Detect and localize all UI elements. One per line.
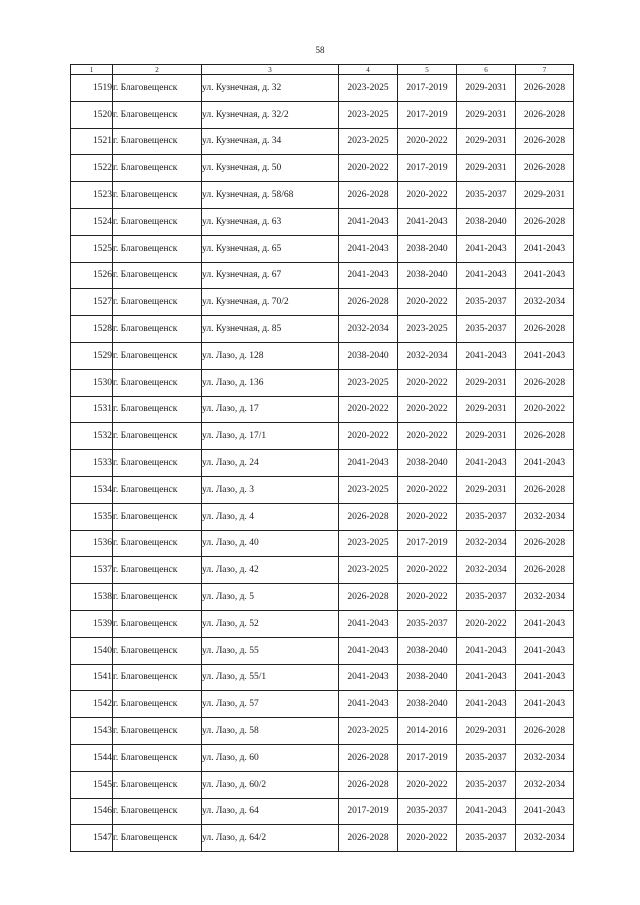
table-row: [71, 476, 574, 503]
period-cell: 2038-2040: [398, 450, 457, 477]
row-number: 1527: [71, 289, 113, 316]
row-number: 1524: [71, 208, 113, 235]
period-cell: 2020-2022: [398, 289, 457, 316]
period-cell: 2026-2028: [516, 530, 574, 557]
row-number: 1523: [71, 182, 113, 209]
period-cell: 2038-2040: [398, 262, 457, 289]
period-cell: 2035-2037: [457, 289, 516, 316]
period-cell: 2017-2019: [398, 744, 457, 771]
row-number: 1536: [71, 530, 113, 557]
address-cell: ул. Лазо, д. 64: [202, 798, 339, 825]
city-cell: г. Благовещенск: [113, 128, 202, 155]
period-cell: 2035-2037: [398, 610, 457, 637]
period-cell: 2026-2028: [339, 744, 398, 771]
period-cell: 2023-2025: [398, 316, 457, 343]
period-cell: 2023-2025: [339, 369, 398, 396]
period-cell: 2035-2037: [457, 825, 516, 852]
period-cell: 2032-2034: [516, 503, 574, 530]
period-cell: 2032-2034: [516, 771, 574, 798]
table-body: [71, 75, 574, 852]
period-cell: 2014-2016: [398, 718, 457, 745]
period-cell: 2041-2043: [339, 610, 398, 637]
period-cell: 2020-2022: [398, 825, 457, 852]
address-cell: ул. Лазо, д. 58: [202, 718, 339, 745]
city-cell: г. Благовещенск: [113, 101, 202, 128]
address-cell: ул. Лазо, д. 60/2: [202, 771, 339, 798]
table-row: [71, 610, 574, 637]
period-cell: 2035-2037: [457, 744, 516, 771]
period-cell: 2032-2034: [398, 342, 457, 369]
period-cell: 2026-2028: [516, 75, 574, 102]
address-cell: ул. Лазо, д. 17/1: [202, 423, 339, 450]
table-row: [71, 342, 574, 369]
city-cell: г. Благовещенск: [113, 664, 202, 691]
row-number: 1546: [71, 798, 113, 825]
city-cell: г. Благовещенск: [113, 718, 202, 745]
city-cell: г. Благовещенск: [113, 208, 202, 235]
column-header: 1: [71, 65, 113, 75]
table-row: [71, 75, 574, 102]
table-row: [71, 155, 574, 182]
city-cell: г. Благовещенск: [113, 396, 202, 423]
period-cell: 2026-2028: [516, 476, 574, 503]
period-cell: 2026-2028: [339, 825, 398, 852]
period-cell: 2029-2031: [457, 128, 516, 155]
period-cell: 2023-2025: [339, 75, 398, 102]
table-row: [71, 584, 574, 611]
table-row: [71, 289, 574, 316]
column-header: 3: [202, 65, 339, 75]
address-cell: ул. Лазо, д. 5: [202, 584, 339, 611]
period-cell: 2029-2031: [457, 396, 516, 423]
period-cell: 2041-2043: [457, 691, 516, 718]
period-cell: 2041-2043: [339, 691, 398, 718]
period-cell: 2023-2025: [339, 101, 398, 128]
address-cell: ул. Кузнечная, д. 67: [202, 262, 339, 289]
city-cell: г. Благовещенск: [113, 771, 202, 798]
address-cell: ул. Кузнечная, д. 58/68: [202, 182, 339, 209]
period-cell: 2029-2031: [457, 476, 516, 503]
row-number: 1529: [71, 342, 113, 369]
period-cell: 2041-2043: [339, 262, 398, 289]
row-number: 1526: [71, 262, 113, 289]
row-number: 1531: [71, 396, 113, 423]
city-cell: г. Благовещенск: [113, 557, 202, 584]
period-cell: 2041-2043: [339, 637, 398, 664]
address-cell: ул. Лазо, д. 4: [202, 503, 339, 530]
column-header: 6: [457, 65, 516, 75]
table-row: [71, 825, 574, 852]
city-cell: г. Благовещенск: [113, 182, 202, 209]
period-cell: 2041-2043: [516, 637, 574, 664]
column-header: 5: [398, 65, 457, 75]
period-cell: 2041-2043: [516, 235, 574, 262]
address-cell: ул. Кузнечная, д. 70/2: [202, 289, 339, 316]
period-cell: 2035-2037: [457, 316, 516, 343]
row-number: 1542: [71, 691, 113, 718]
period-cell: 2038-2040: [398, 235, 457, 262]
city-cell: г. Благовещенск: [113, 262, 202, 289]
period-cell: 2041-2043: [457, 664, 516, 691]
period-cell: 2041-2043: [516, 691, 574, 718]
period-cell: 2026-2028: [516, 557, 574, 584]
row-number: 1532: [71, 423, 113, 450]
address-cell: ул. Лазо, д. 55/1: [202, 664, 339, 691]
period-cell: 2038-2040: [398, 691, 457, 718]
city-cell: г. Благовещенск: [113, 316, 202, 343]
row-number: 1539: [71, 610, 113, 637]
period-cell: 2038-2040: [398, 637, 457, 664]
period-cell: 2041-2043: [516, 342, 574, 369]
period-cell: 2026-2028: [516, 316, 574, 343]
period-cell: 2029-2031: [457, 718, 516, 745]
period-cell: 2035-2037: [457, 771, 516, 798]
period-cell: 2023-2025: [339, 476, 398, 503]
period-cell: 2041-2043: [339, 208, 398, 235]
city-cell: г. Благовещенск: [113, 75, 202, 102]
address-cell: ул. Кузнечная, д. 63: [202, 208, 339, 235]
address-cell: ул. Кузнечная, д. 32: [202, 75, 339, 102]
period-cell: 2023-2025: [339, 557, 398, 584]
table-row: [71, 530, 574, 557]
row-number: 1521: [71, 128, 113, 155]
period-cell: 2032-2034: [339, 316, 398, 343]
address-cell: ул. Лазо, д. 60: [202, 744, 339, 771]
city-cell: г. Благовещенск: [113, 610, 202, 637]
row-number: 1538: [71, 584, 113, 611]
period-cell: 2023-2025: [339, 128, 398, 155]
period-cell: 2020-2022: [398, 584, 457, 611]
row-number: 1520: [71, 101, 113, 128]
period-cell: 2029-2031: [457, 423, 516, 450]
period-cell: 2041-2043: [339, 664, 398, 691]
city-cell: г. Благовещенск: [113, 450, 202, 477]
period-cell: 2041-2043: [398, 208, 457, 235]
city-cell: г. Благовещенск: [113, 369, 202, 396]
period-cell: 2017-2019: [339, 798, 398, 825]
row-number: 1544: [71, 744, 113, 771]
page-number: 58: [315, 45, 325, 55]
period-cell: 2041-2043: [516, 262, 574, 289]
row-number: 1519: [71, 75, 113, 102]
period-cell: 2020-2022: [398, 128, 457, 155]
table-row: [71, 718, 574, 745]
address-cell: ул. Лазо, д. 128: [202, 342, 339, 369]
row-number: 1547: [71, 825, 113, 852]
table-row: [71, 423, 574, 450]
period-cell: 2026-2028: [516, 423, 574, 450]
period-cell: 2020-2022: [398, 369, 457, 396]
city-cell: г. Благовещенск: [113, 584, 202, 611]
row-number: 1545: [71, 771, 113, 798]
row-number: 1528: [71, 316, 113, 343]
document-table: [70, 64, 574, 852]
period-cell: 2029-2031: [457, 75, 516, 102]
city-cell: г. Благовещенск: [113, 289, 202, 316]
table-row: [71, 182, 574, 209]
address-cell: ул. Лазо, д. 64/2: [202, 825, 339, 852]
period-cell: 2020-2022: [398, 182, 457, 209]
period-cell: 2041-2043: [516, 664, 574, 691]
address-cell: ул. Лазо, д. 3: [202, 476, 339, 503]
period-cell: 2041-2043: [339, 235, 398, 262]
city-cell: г. Благовещенск: [113, 637, 202, 664]
period-cell: 2032-2034: [516, 584, 574, 611]
city-cell: г. Благовещенск: [113, 744, 202, 771]
period-cell: 2020-2022: [398, 771, 457, 798]
period-cell: 2032-2034: [457, 557, 516, 584]
period-cell: 2020-2022: [398, 503, 457, 530]
period-cell: 2026-2028: [339, 503, 398, 530]
address-cell: ул. Кузнечная, д. 32/2: [202, 101, 339, 128]
address-cell: ул. Лазо, д. 55: [202, 637, 339, 664]
period-cell: 2026-2028: [339, 289, 398, 316]
period-cell: 2041-2043: [516, 798, 574, 825]
period-cell: 2041-2043: [457, 798, 516, 825]
address-cell: ул. Кузнечная, д. 85: [202, 316, 339, 343]
period-cell: 2032-2034: [516, 289, 574, 316]
period-cell: 2026-2028: [339, 584, 398, 611]
column-header: 7: [516, 65, 574, 75]
period-cell: 2041-2043: [457, 342, 516, 369]
period-cell: 2020-2022: [516, 396, 574, 423]
period-cell: 2041-2043: [457, 637, 516, 664]
period-cell: 2035-2037: [457, 503, 516, 530]
table-row: [71, 101, 574, 128]
table-row: [71, 637, 574, 664]
city-cell: г. Благовещенск: [113, 691, 202, 718]
table-row: [71, 503, 574, 530]
period-cell: 2041-2043: [339, 450, 398, 477]
period-cell: 2038-2040: [398, 664, 457, 691]
period-cell: 2026-2028: [516, 369, 574, 396]
period-cell: 2020-2022: [339, 155, 398, 182]
period-cell: 2029-2031: [457, 369, 516, 396]
column-header: 2: [113, 65, 202, 75]
period-cell: 2020-2022: [398, 557, 457, 584]
period-cell: 2029-2031: [457, 155, 516, 182]
period-cell: 2026-2028: [516, 101, 574, 128]
period-cell: 2026-2028: [339, 771, 398, 798]
address-cell: ул. Лазо, д. 42: [202, 557, 339, 584]
row-number: 1540: [71, 637, 113, 664]
period-cell: 2026-2028: [516, 208, 574, 235]
address-cell: ул. Лазо, д. 136: [202, 369, 339, 396]
table-row: [71, 316, 574, 343]
row-number: 1543: [71, 718, 113, 745]
row-number: 1541: [71, 664, 113, 691]
period-cell: 2023-2025: [339, 530, 398, 557]
city-cell: г. Благовещенск: [113, 155, 202, 182]
row-number: 1525: [71, 235, 113, 262]
address-cell: ул. Лазо, д. 40: [202, 530, 339, 557]
period-cell: 2035-2037: [457, 584, 516, 611]
address-cell: ул. Лазо, д. 52: [202, 610, 339, 637]
column-number-row: [71, 65, 574, 75]
period-cell: 2041-2043: [457, 450, 516, 477]
table-row: [71, 396, 574, 423]
city-cell: г. Благовещенск: [113, 235, 202, 262]
city-cell: г. Благовещенск: [113, 342, 202, 369]
period-cell: 2041-2043: [457, 235, 516, 262]
table-row: [71, 771, 574, 798]
row-number: 1537: [71, 557, 113, 584]
table-row: [71, 235, 574, 262]
city-cell: г. Благовещенск: [113, 825, 202, 852]
period-cell: 2032-2034: [516, 744, 574, 771]
row-number: 1535: [71, 503, 113, 530]
table-row: [71, 450, 574, 477]
period-cell: 2020-2022: [398, 396, 457, 423]
period-cell: 2020-2022: [339, 423, 398, 450]
table-row: [71, 691, 574, 718]
period-cell: 2032-2034: [516, 825, 574, 852]
address-cell: ул. Кузнечная, д. 65: [202, 235, 339, 262]
period-cell: 2017-2019: [398, 101, 457, 128]
row-number: 1533: [71, 450, 113, 477]
row-number: 1530: [71, 369, 113, 396]
period-cell: 2020-2022: [457, 610, 516, 637]
table-row: [71, 208, 574, 235]
period-cell: 2041-2043: [516, 450, 574, 477]
period-cell: 2026-2028: [339, 182, 398, 209]
period-cell: 2026-2028: [516, 155, 574, 182]
period-cell: 2017-2019: [398, 530, 457, 557]
period-cell: 2026-2028: [516, 128, 574, 155]
table-row: [71, 557, 574, 584]
period-cell: 2020-2022: [339, 396, 398, 423]
period-cell: 2038-2040: [339, 342, 398, 369]
table-row: [71, 128, 574, 155]
city-cell: г. Благовещенск: [113, 798, 202, 825]
city-cell: г. Благовещенск: [113, 476, 202, 503]
period-cell: 2020-2022: [398, 476, 457, 503]
table-row: [71, 369, 574, 396]
table-row: [71, 744, 574, 771]
address-cell: ул. Лазо, д. 24: [202, 450, 339, 477]
row-number: 1534: [71, 476, 113, 503]
address-cell: ул. Лазо, д. 17: [202, 396, 339, 423]
period-cell: 2026-2028: [516, 718, 574, 745]
period-cell: 2041-2043: [457, 262, 516, 289]
period-cell: 2035-2037: [457, 182, 516, 209]
period-cell: 2041-2043: [516, 610, 574, 637]
table-row: [71, 798, 574, 825]
period-cell: 2029-2031: [516, 182, 574, 209]
period-cell: 2035-2037: [398, 798, 457, 825]
period-cell: 2029-2031: [457, 101, 516, 128]
address-cell: ул. Лазо, д. 57: [202, 691, 339, 718]
period-cell: 2032-2034: [457, 530, 516, 557]
period-cell: 2020-2022: [398, 423, 457, 450]
table-row: [71, 664, 574, 691]
city-cell: г. Благовещенск: [113, 530, 202, 557]
address-cell: ул. Кузнечная, д. 34: [202, 128, 339, 155]
period-cell: 2017-2019: [398, 75, 457, 102]
city-cell: г. Благовещенск: [113, 423, 202, 450]
table-row: [71, 262, 574, 289]
city-cell: г. Благовещенск: [113, 503, 202, 530]
period-cell: 2038-2040: [457, 208, 516, 235]
row-number: 1522: [71, 155, 113, 182]
period-cell: 2023-2025: [339, 718, 398, 745]
column-header: 4: [339, 65, 398, 75]
period-cell: 2017-2019: [398, 155, 457, 182]
address-cell: ул. Кузнечная, д. 50: [202, 155, 339, 182]
